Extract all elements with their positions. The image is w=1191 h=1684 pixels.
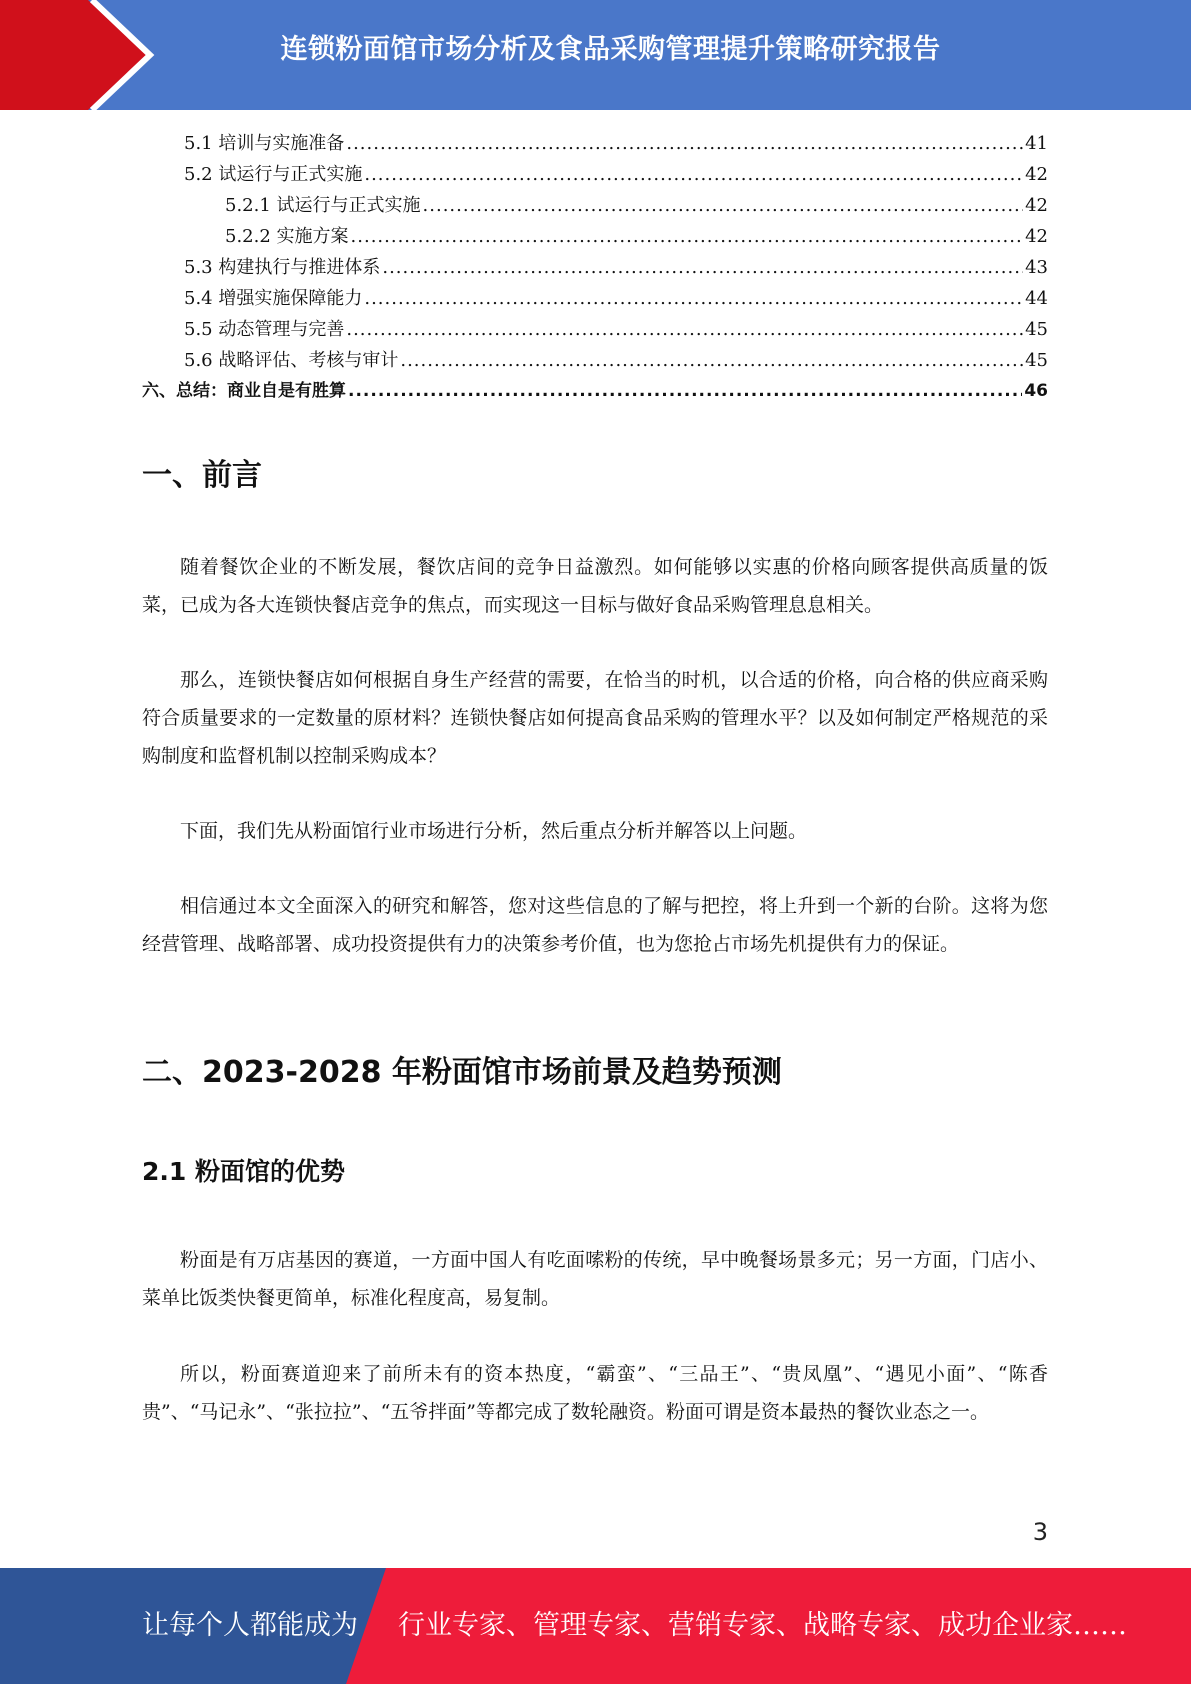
toc-entry[interactable] (142, 252, 1048, 283)
red-chevron-decoration (0, 0, 160, 110)
toc-leader-dots (423, 190, 1024, 221)
toc-entry-label: 5.1 培训与实施准备 (184, 133, 345, 154)
footer-slogan-left: 让每个人都能成为 (142, 1610, 358, 1641)
toc-entry[interactable] (142, 221, 1048, 252)
toc-leader-dots (348, 376, 1022, 407)
toc-entry-page: 41 (1025, 133, 1048, 154)
toc-leader-dots (382, 252, 1023, 283)
toc-entry-chapter[interactable] (142, 376, 1048, 407)
toc-leader-dots (364, 159, 1023, 190)
page-footer (0, 1568, 1191, 1684)
report-title: 连锁粉面馆市场分析及食品采购管理提升策略研究报告 (280, 34, 941, 65)
toc-entry[interactable] (142, 190, 1048, 221)
table-of-contents (142, 128, 1048, 407)
toc-entry-label: 5.2 试运行与正式实施 (184, 164, 363, 185)
toc-entry-page: 43 (1025, 257, 1048, 278)
toc-entry-page: 44 (1025, 288, 1048, 309)
toc-entry-label: 5.6 战略评估、考核与审计 (184, 350, 399, 371)
toc-leader-dots (400, 345, 1023, 376)
toc-entry-page: 46 (1024, 381, 1048, 401)
toc-entry-page: 45 (1025, 350, 1048, 371)
paragraph: 那么，连锁快餐店如何根据自身生产经营的需要，在恰当的时机，以合适的价格，向合格的供应商采购符合质量要求的一定数量的原材料？连锁快餐店如何提高食品采购的管理水平？以及如何制定严格规范的采购制度和监督机制以控制采购成本？ (142, 669, 1048, 767)
toc-entry-label: 六、总结：商业自是有胜算 (142, 381, 346, 401)
section-heading-market-outlook: 二、2023-2028 年粉面馆市场前景及趋势预测 (142, 1055, 782, 1090)
toc-entry[interactable] (142, 314, 1048, 345)
toc-entry-label: 5.3 构建执行与推进体系 (184, 257, 381, 278)
page-header (0, 0, 1191, 110)
toc-entry-page: 45 (1025, 319, 1048, 340)
toc-leader-dots (351, 221, 1024, 252)
paragraph: 随着餐饮企业的不断发展，餐饮店间的竞争日益激烈。如何能够以实惠的价格向顾客提供高质量的饭菜，已成为各大连锁快餐店竞争的焦点，而实现这一目标与做好食品采购管理息息相关。 (142, 556, 1048, 616)
footer-slogan-right: 行业专家、管理专家、营销专家、战略专家、成功企业家…… (398, 1610, 1127, 1641)
toc-entry-label: 5.2.2 实施方案 (225, 226, 349, 247)
toc-leader-dots (364, 283, 1023, 314)
toc-entry[interactable] (142, 345, 1048, 376)
toc-leader-dots (346, 128, 1023, 159)
toc-leader-dots (346, 314, 1023, 345)
toc-entry[interactable] (142, 159, 1048, 190)
subsection-heading-advantages: 2.1 粉面馆的优势 (142, 1157, 345, 1186)
toc-entry-page: 42 (1025, 195, 1048, 216)
paragraph: 粉面是有万店基因的赛道，一方面中国人有吃面嗦粉的传统，早中晚餐场景多元；另一方面，门店小、菜单比饭类快餐更简单，标准化程度高，易复制。 (142, 1249, 1048, 1309)
toc-entry-page: 42 (1025, 226, 1048, 247)
section-heading-preface: 一、前言 (142, 458, 262, 493)
paragraph: 所以，粉面赛道迎来了前所未有的资本热度，“霸蛮”、“三品王”、“贵凤凰”、“遇见小面”、“陈香贵”、“马记永”、“张拉拉”、“五爷拌面”等都完成了数轮融资。粉面可谓是资本最热的餐饮业态之一。 (142, 1363, 1048, 1423)
page-number: 3 (1032, 1518, 1048, 1546)
paragraph: 下面，我们先从粉面馆行业市场进行分析，然后重点分析并解答以上问题。 (180, 820, 808, 842)
toc-entry-label: 5.2.1 试运行与正式实施 (225, 195, 421, 216)
toc-entry[interactable] (142, 283, 1048, 314)
paragraph: 相信通过本文全面深入的研究和解答，您对这些信息的了解与把控，将上升到一个新的台阶。这将为您经营管理、战略部署、成功投资提供有力的决策参考价值，也为您抢占市场先机提供有力的保证。 (142, 895, 1048, 955)
toc-entry-page: 42 (1025, 164, 1048, 185)
toc-entry-label: 5.4 增强实施保障能力 (184, 288, 363, 309)
toc-entry-label: 5.5 动态管理与完善 (184, 319, 345, 340)
toc-entry[interactable] (142, 128, 1048, 159)
